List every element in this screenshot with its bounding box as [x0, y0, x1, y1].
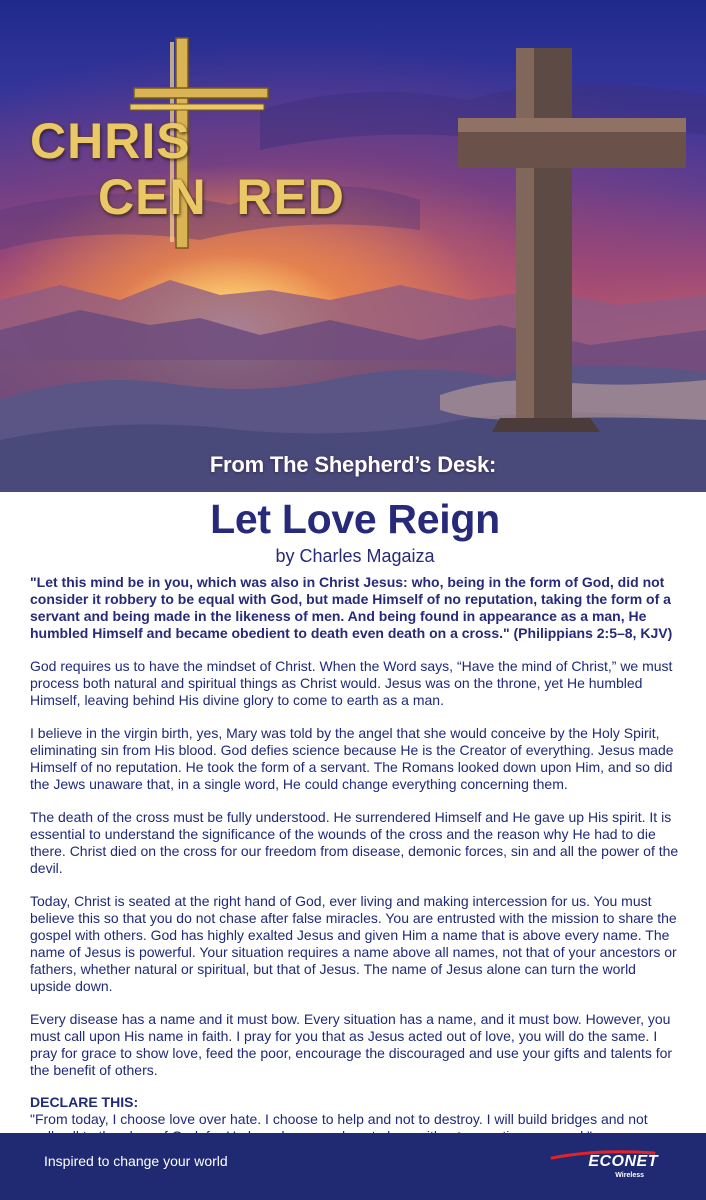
hero-banner [0, 0, 706, 492]
christ-centred-logo [20, 30, 345, 250]
declare-heading: DECLARE THIS: [30, 1094, 139, 1110]
paragraph-4: Today, Christ is seated at the right hand of God, ever living and making intercession for us. You must believe this so that you do not chase after false miracles. You are entrusted with the mission to share the gospel with others. God has highly exalted Jesus and given Him a name that is above every name. The name of Jesus is powerful. Your situation requires a name above all names, not that of your ancestors or fathers, whether natural or spiritual, but that of Jesus. The name of Jesus alone can turn the world upside down. [30, 893, 677, 994]
article-byline: by Charles Magaiza [275, 546, 435, 566]
article-body [30, 494, 680, 1145]
section-label: From The Shepherd’s Desk: [209, 452, 497, 477]
scripture-quote: "Let this mind be in you, which was also in Christ Jesus: who, being in the form of God, did not consider it robbery to be equal with God, but made Himself of no reputation, taking the form of a servant and being made in the likeness of men. And being found in appearance as a man, He humbled Himself and became obedient to death even death on a cross." (Philippians 2:5–8, KJV) [30, 574, 673, 641]
econet-wordmark: ECONET [588, 1153, 658, 1170]
paragraph-5: Every disease has a name and it must bow. Every situation has a name, and it must bow. However, you must call upon His name in faith. I pray for you that as Jesus acted out of love, you will do the same. I pray for grace to show love, feed the poor, encourage the discouraged and use your gifts and talents for the benefit of others. [30, 1011, 673, 1078]
logo-text-line2: CEN RED [98, 169, 345, 225]
econet-logo [548, 1149, 658, 1185]
logo-text-line1: CHRIS [30, 113, 191, 169]
footer-tagline: Inspired to change your world [44, 1153, 228, 1169]
footer-bar [0, 1133, 706, 1200]
econet-subtitle: Wireless [615, 1172, 644, 1179]
article-title: Let Love Reign [210, 496, 500, 542]
paragraph-2: I believe in the virgin birth, yes, Mary was told by the angel that she would conceive by the Holy Spirit, eliminating sin from His blood. God defies science because He is the Creator of everything. Jesus made Himself of no reputation. He took the form of a servant. The Romans looked down upon Him, and so did the Jews unaware that, in a single word, He could change everything concerning them. [30, 725, 674, 792]
paragraph-1: God requires us to have the mindset of Christ. When the Word says, “Have the mind of Christ,” we must process both natural and spiritual things as Christ would. Jesus was on the throne, yet He humbled Himself, leaving behind His divine glory to come to earth as a man. [30, 658, 673, 708]
declare-text: "From today, I choose love over hate. I choose to help and not to destroy. I will build bridges and not [30, 1111, 648, 1127]
paragraph-3: The death of the cross must be fully understood. He surrendered Himself and He gave up His spirit. It is essential to understand the significance of the wounds of the cross and the reason why He had to die there. Christ died on the cross for our freedom from disease, demonic forces, sin and all the power of the devil. [30, 809, 679, 876]
